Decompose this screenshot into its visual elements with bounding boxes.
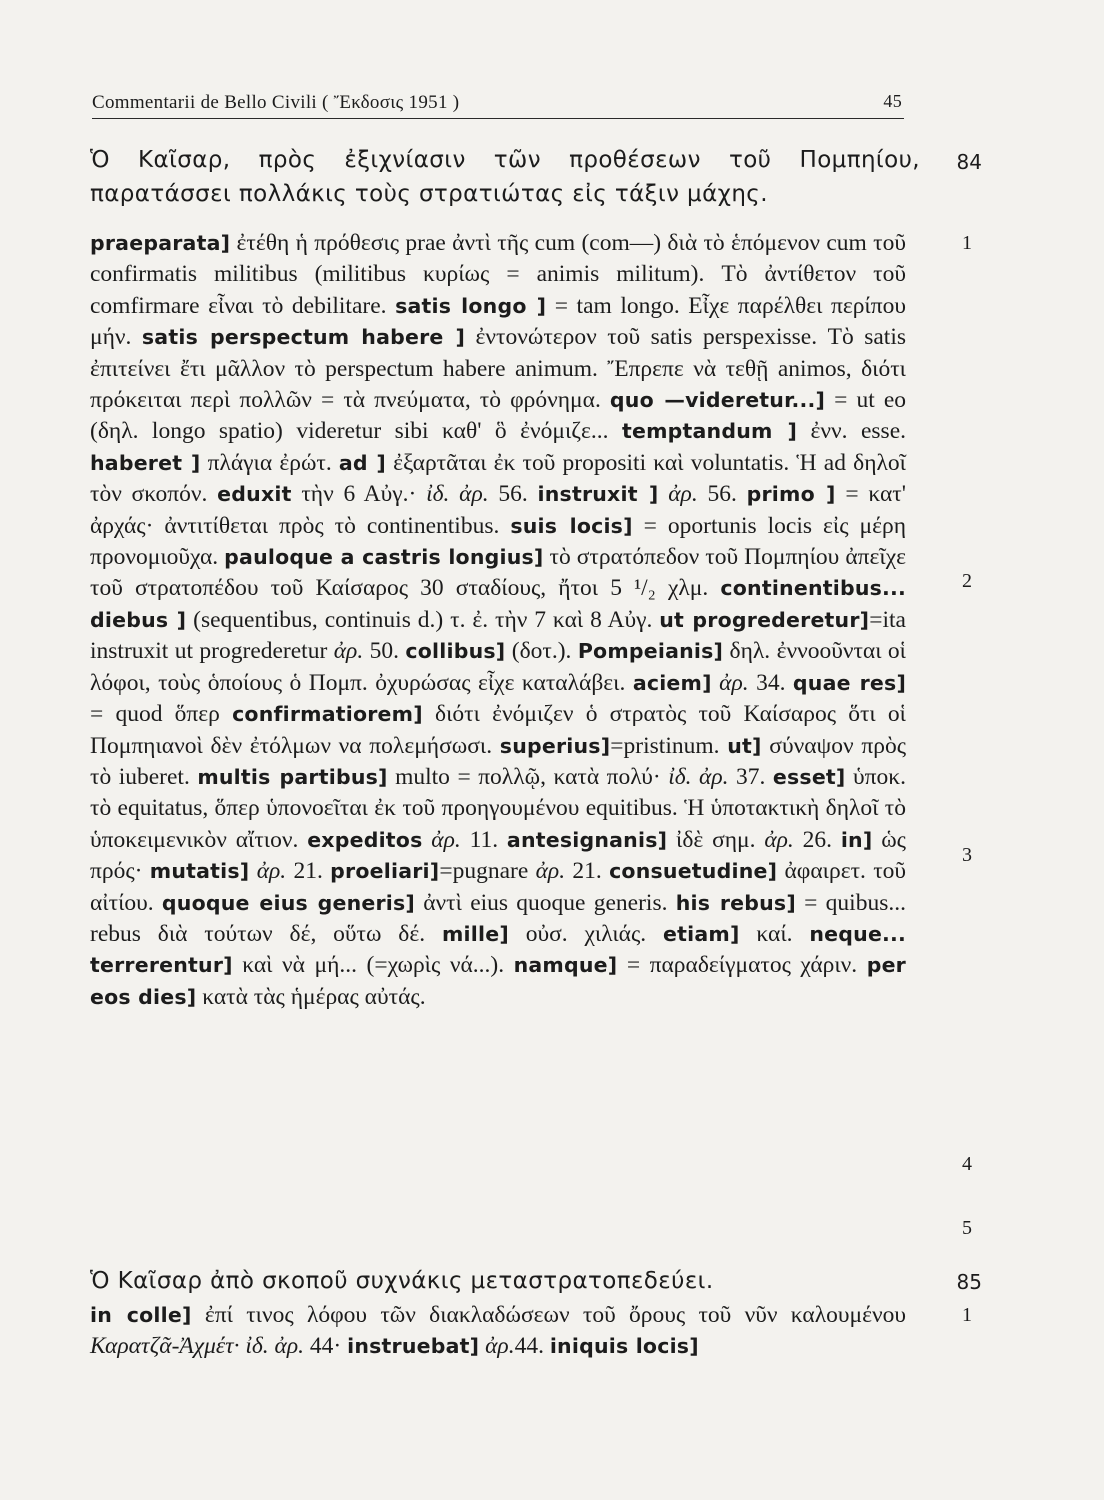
gloss-text: (sequentibus, continuis d.) τ. ἐ. τὴν 7 καὶ 8 Αὐγ.: [186, 606, 660, 633]
reference: Καρατζᾶ-Ἀχμέτ· ἰδ. ἀρ.: [90, 1333, 305, 1360]
commentary-85: [90, 1300, 906, 1363]
lemma: multis partibus]: [197, 764, 388, 789]
gloss-text: ἐντονώτερον τοῦ satis perspexisse. Τὸ satis ἐπιτείνει ἔτι μᾶλλον τὸ perspectum habere animum. Ἔπρεπε νὰ τεθῇ animos, διότι πρόκειται περὶ πολλῶν = τὰ πνεύματα, τὸ φρόνημα.: [90, 324, 906, 414]
gloss-text: =ita instruxit ut progrederetur: [90, 606, 906, 665]
reference: ἰδ. ἀρ.: [426, 481, 489, 508]
lemma: quae res]: [792, 670, 907, 695]
page-number: 45: [883, 91, 902, 111]
gloss-text: ἐξαρτᾶται ἐκ τοῦ propositi καὶ voluntatis. Ἡ ad δηλοῖ τὸν σκοπόν.: [90, 449, 906, 508]
gloss-text: ἐνν. esse.: [797, 418, 906, 445]
lemma: per eos dies]: [90, 953, 906, 1009]
gloss-text: [658, 481, 668, 507]
gloss-text: τὴν 6 Αὐγ.·: [291, 481, 427, 508]
lemma: ut]: [727, 733, 762, 758]
gloss-text: 50.: [363, 638, 406, 665]
lemma: primo ]: [746, 482, 836, 507]
reference: ἀρ.: [431, 826, 461, 853]
gloss-text: διότι ἐνόμιζεν ὁ στρατὸς τοῦ Καίσαρος ὅτι οἱ Πομπηιανοὶ δὲν ἐτόλμων να πολεμήσωσι.: [90, 701, 906, 759]
gloss-text: οὐσ. χιλιάς.: [508, 920, 664, 947]
line-number-84-1: 1: [962, 232, 972, 254]
lemma: ut progrederetur]: [659, 607, 870, 632]
running-head: [92, 88, 904, 119]
lemma: confirmatiorem]: [232, 702, 423, 727]
lemma: collibus]: [405, 639, 506, 664]
gloss-text: ἀφαιρετ. τοῦ αἰτίου.: [90, 858, 907, 916]
gloss-text: 11.: [460, 826, 507, 853]
reference: ἀρ.: [256, 858, 287, 885]
lemma: quoque eius generis]: [161, 890, 415, 915]
lemma: consuetudine]: [609, 859, 778, 884]
line-number-84-3: 3: [962, 844, 972, 866]
lemma: in]: [840, 827, 873, 852]
reference: ἀρ.: [535, 858, 566, 885]
gloss-text: ἀντὶ eius quoque generis.: [414, 889, 676, 916]
reference: ἀρ.: [485, 1333, 515, 1360]
gloss-text: [712, 670, 719, 696]
lemma: haberet ]: [90, 450, 201, 475]
lemma: antesignanis]: [506, 827, 668, 852]
lemma: Pompeianis]: [577, 639, 724, 664]
gloss-text: 56.: [488, 481, 538, 508]
lemma: satis longo ]: [395, 293, 547, 318]
gloss-text: = παραδείγματος χάριν.: [617, 952, 867, 979]
lemma: quo —videretur...]: [609, 388, 826, 413]
lemma: iniquis locis]: [549, 1334, 699, 1359]
gloss-text: (δοτ.).: [505, 638, 578, 665]
lemma: expeditos: [307, 827, 423, 852]
gloss-text: 34.: [748, 669, 793, 696]
section-85-heading: Ὁ Καῖσαρ ἀπὸ σκοποῦ συχνάκις μεταστρατοπεδεύει.: [90, 1268, 714, 1294]
gloss-text: =pristinum.: [610, 732, 728, 759]
lemma: superius]: [499, 733, 611, 758]
lemma: instruebat]: [347, 1334, 480, 1359]
lemma: esset]: [772, 764, 846, 789]
gloss-text: 21.: [286, 858, 331, 885]
lemma: etiam]: [663, 921, 740, 946]
gloss-text: καὶ νὰ μή... (=χωρὶς νά...).: [232, 952, 514, 979]
line-number-85-1: 1: [962, 1304, 972, 1326]
lemma: his rebus]: [675, 890, 796, 915]
commentary-84: [90, 228, 906, 1013]
section-85-number: 85: [956, 1270, 982, 1294]
gloss-text: multo = πολλῷ, κατὰ πολύ·: [387, 763, 669, 790]
lemma: instruxit ]: [537, 482, 659, 507]
lemma: temptandum ]: [621, 419, 798, 444]
running-head-title: Commentarii de Bello Civili ( Ἔκδοσις 1951 ): [92, 92, 460, 113]
line-number-84-5: 5: [962, 1217, 972, 1239]
gloss-text: πλάγια ἐρώτ.: [200, 449, 339, 476]
line-number-84-2: 2: [962, 570, 972, 592]
section-84-heading: Ὁ Καῖσαρ, πρὸς ἐξιχνίασιν τῶν προθέσεων τοῦ Πομπηίου, παρατάσσει πολλάκις τοὺς στρατιώτας εἰς τάξιν μάχης.: [90, 147, 920, 207]
reference: ἀρ.: [764, 826, 794, 853]
gloss-text: [422, 827, 431, 853]
lemma: suis locis]: [510, 513, 633, 538]
reference: ἀρ.: [719, 669, 749, 696]
lemma: mutatis]: [149, 859, 250, 884]
gloss-text: δηλ. ἐννοοῦνται οἱ λόφοι, τοὺς ὁποίους ὁ Πομπ. ὀχυρώσας εἶχε καταλάβει.: [90, 638, 907, 696]
gloss-text: 26.: [793, 826, 841, 853]
lemma: mille]: [441, 921, 509, 946]
gloss-text: 37.: [728, 763, 773, 790]
lemma: satis perspectum habere ]: [141, 325, 466, 350]
gloss-text: ἐπί τινος λόφου τῶν διακλαδώσεων τοῦ ὄρους τοῦ νῦν καλουμένου: [191, 1302, 906, 1328]
gloss-text: = κατ' ἀρχάς· ἀντιτίθεται πρὸς τὸ continentibus.: [90, 481, 906, 539]
gloss-text: 21.: [565, 858, 610, 885]
lemma: in colle]: [90, 1303, 192, 1327]
lemma: proeliari]: [330, 859, 440, 884]
lemma: ad ]: [338, 450, 386, 475]
gloss-text: = tam longo. Εἶχε παρέλθει περίπου μήν.: [90, 292, 906, 351]
lemma: namque]: [513, 953, 618, 978]
lemma: continentibus... diebus ]: [90, 576, 906, 632]
lemma: eduxit: [217, 482, 292, 507]
gloss-text: [249, 858, 256, 884]
gloss-text: = quibus... rebus διὰ τούτων δέ, οὕτω δέ.: [90, 889, 906, 947]
lemma: aciem]: [632, 670, 712, 695]
lemma: praeparata]: [90, 231, 231, 255]
gloss-text: 44.: [514, 1333, 550, 1360]
gloss-text: = quod ὅπερ: [90, 701, 233, 728]
gloss-text: = oportunis locis εἰς μέρη προνομιοῦχα.: [90, 512, 906, 571]
reference: ἀρ.: [333, 638, 364, 665]
lemma: pauloque a castris longius]: [224, 545, 544, 570]
gloss-text: ὡς πρός·: [90, 826, 906, 885]
gloss-text: ὑποκ. τὸ equitatus, ὅπερ ὑπονοεῖται ἐκ τοῦ προηγουμένου equitibus. Ἡ ὑποτακτικὴ δηλοῖ τὸ ὑποκειμενικὸν αἴτιον.: [90, 763, 906, 853]
gloss-text: 56.: [697, 481, 747, 508]
gloss-text: ἐτέθη ἡ πρόθεσις prae ἀντὶ τῆς cum (com—) διὰ τὸ ἑπόμενον cum τοῦ confirmatis militibus (militibus κυρίως = animis militum). Τὸ ἀντίθετον τοῦ comfirmare εἶναι τὸ debilitare.: [90, 230, 906, 319]
reference: ἰδ. ἀρ.: [668, 763, 729, 790]
section-84-number: 84: [956, 150, 982, 174]
gloss-text: = ut eo (δηλ. longo spatio) videretur sibi καθ' ὃ ἐνόμιζε...: [90, 387, 907, 445]
gloss-text: καί.: [739, 920, 810, 947]
gloss-text: =pugnare: [439, 858, 536, 885]
reference: ἀρ.: [668, 481, 698, 508]
gloss-text: 44·: [304, 1333, 348, 1360]
lemma: neque... terrerentur]: [90, 921, 907, 978]
gloss-text: τὸ στρατόπεδον τοῦ Πομπηίου ἀπεῖχε τοῦ στρατοπέδου τοῦ Καίσαρος 30 σταδίους, ἤτοι 5 ¹/₂ χλμ.: [90, 544, 906, 602]
line-number-84-4: 4: [962, 1153, 972, 1175]
gloss-text: σύναψον πρὸς τὸ iuberet.: [90, 732, 906, 790]
gloss-text: ἰδὲ σημ.: [667, 826, 765, 853]
gloss-text: κατὰ τὰς ἡμέρας αὐτάς.: [196, 983, 426, 1010]
